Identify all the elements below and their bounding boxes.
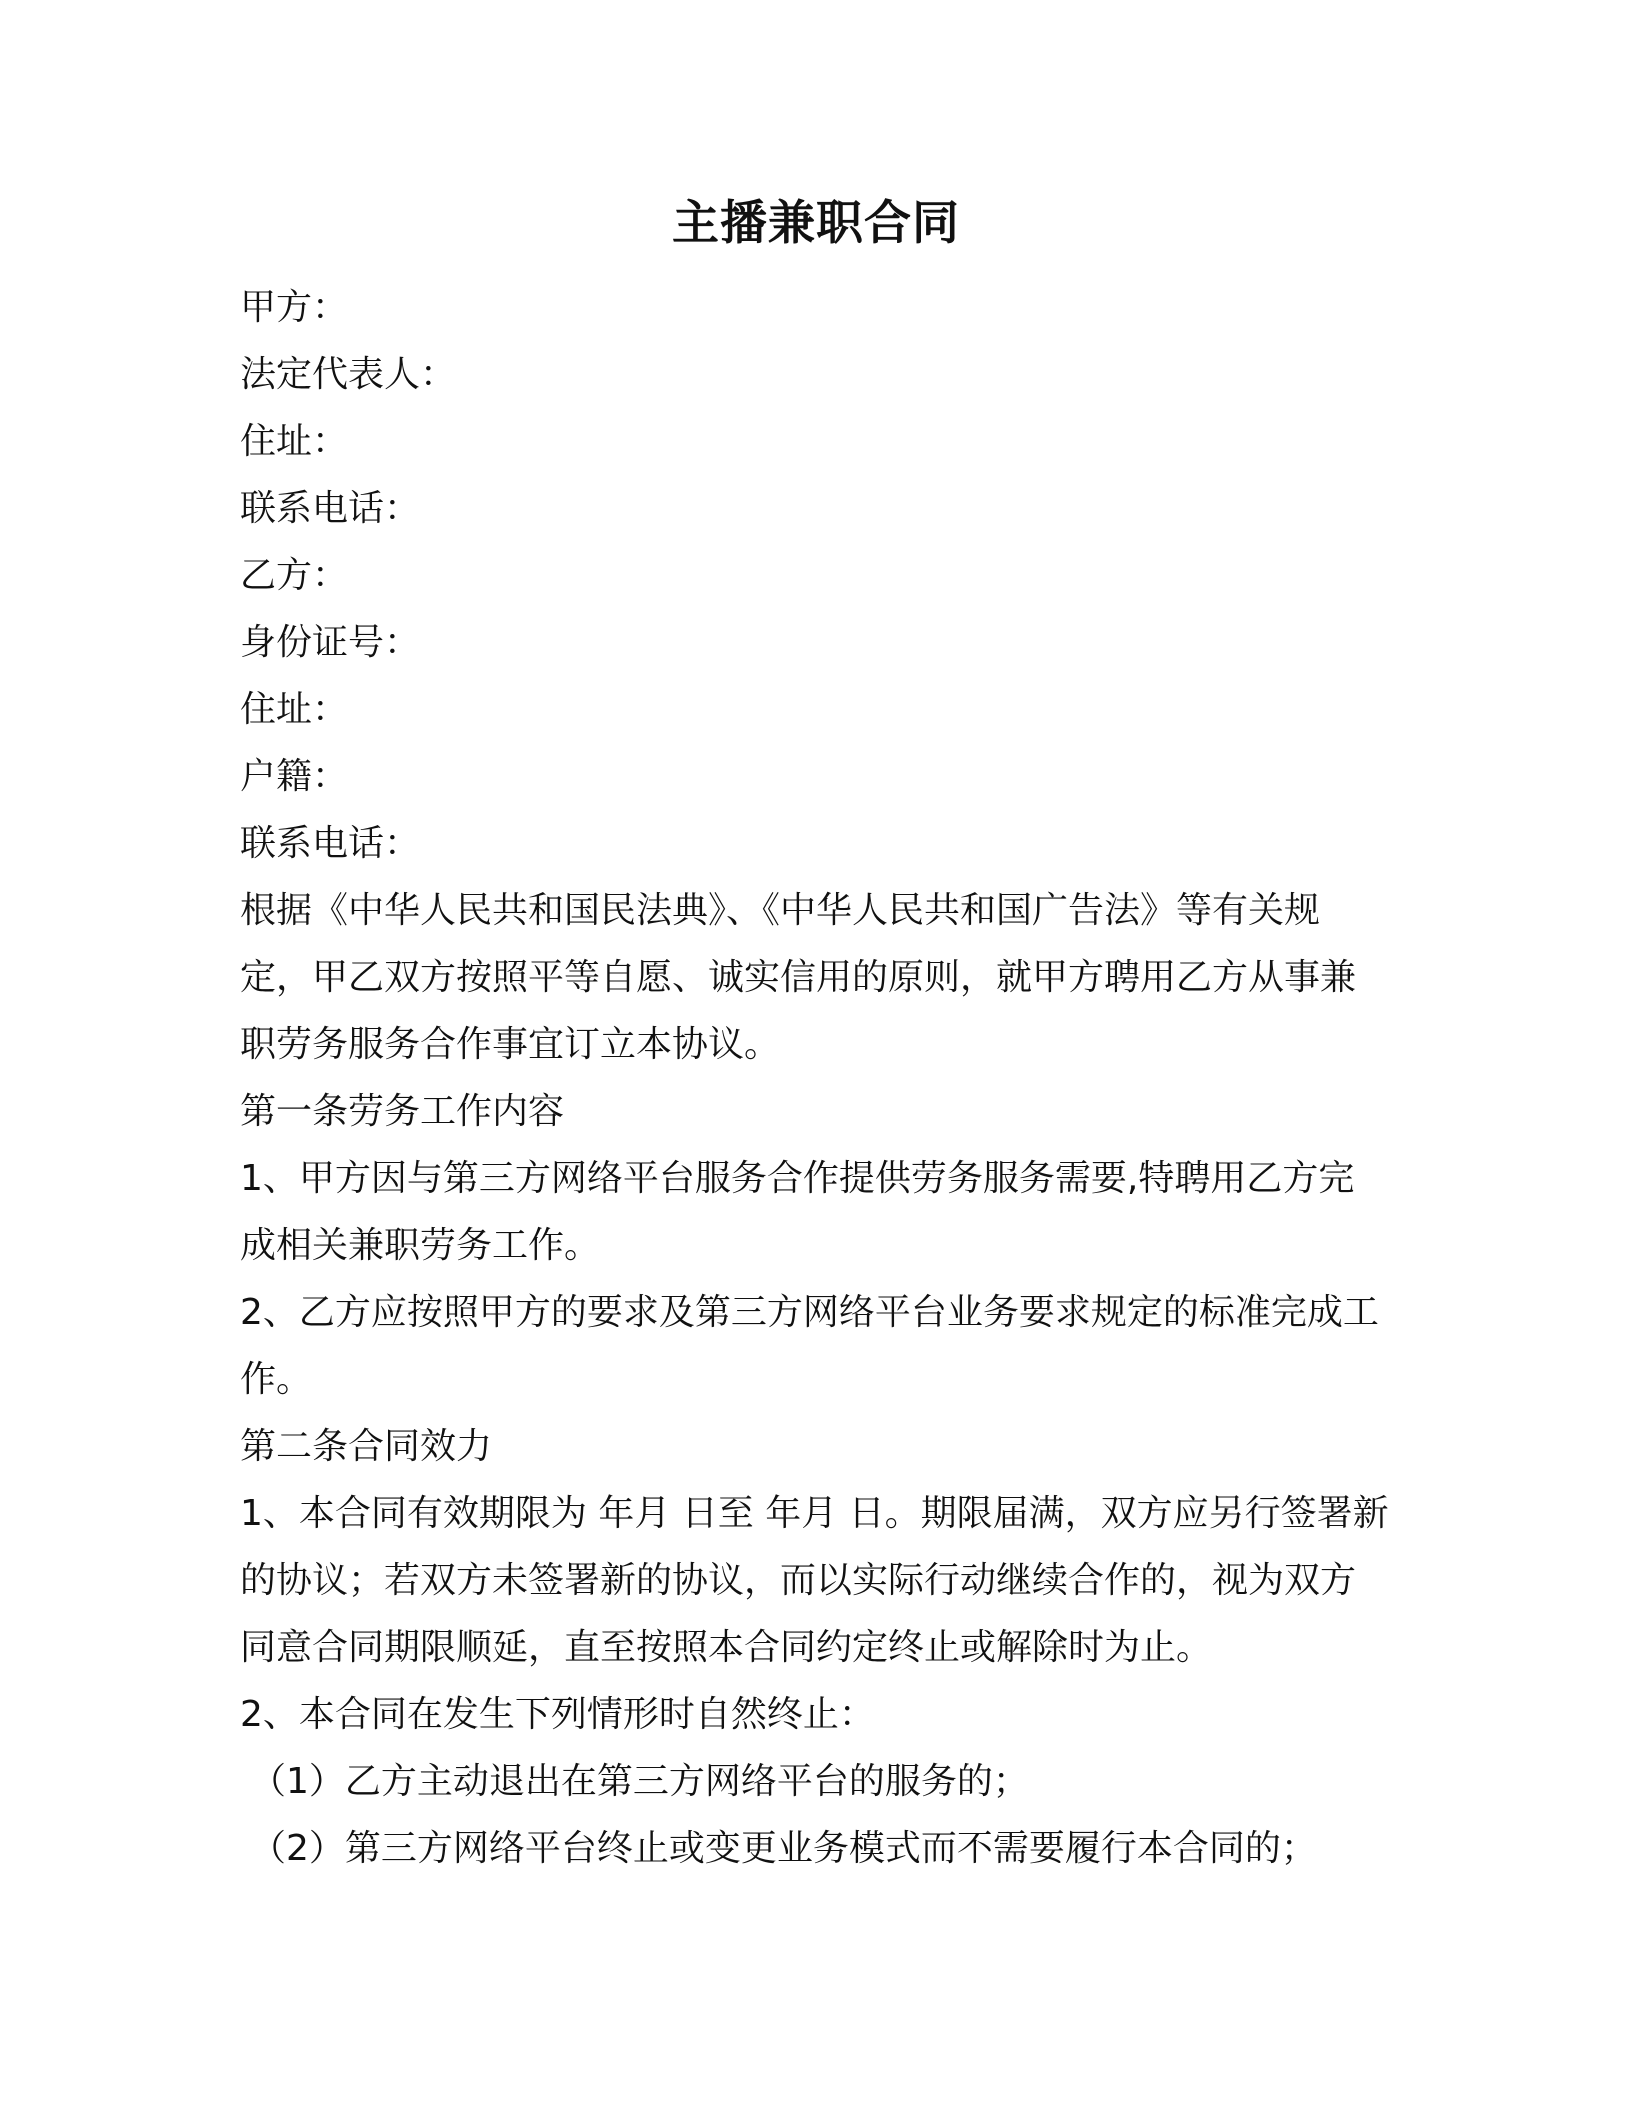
household-label: 户籍： xyxy=(240,756,349,797)
article2-sub1: （1）乙方主动退出在第三方网络平台的服务的； xyxy=(250,1761,1029,1802)
contract-title: 主播兼职合同 xyxy=(672,196,960,251)
contract-body xyxy=(240,274,1390,1882)
id-number-label: 身份证号： xyxy=(240,622,421,663)
article1-item2: 2、乙方应按照甲方的要求及第三方网络平台业务要求规定的标准完成工作。 xyxy=(240,1292,1379,1400)
preamble-paragraph: 根据《中华人民共和国民法典》、《中华人民共和国广告法》等有关规定，甲乙双方按照平等自愿、诚实信用的原则，就甲方聘用乙方从事兼职劳务服务合作事宜订立本协议。 xyxy=(240,890,1357,1065)
article1-item1: 1、甲方因与第三方网络平台服务合作提供劳务服务需要,特聘用乙方完成相关兼职劳务工作。 xyxy=(240,1158,1355,1266)
article2-heading: 第二条合同效力 xyxy=(240,1426,493,1467)
article1-heading: 第一条劳务工作内容 xyxy=(240,1091,565,1132)
article2-item1: 1、本合同有效期限为 年月 日至 年月 日。期限届满，双方应另行签署新的协议；若双方未签署新的协议，而以实际行动继续合作的，视为双方同意合同期限顺延，直至按照本合同约定终止或解除时为止。 xyxy=(240,1493,1389,1668)
party-a-label: 甲方： xyxy=(240,287,349,328)
legal-rep-label: 法定代表人： xyxy=(240,354,457,395)
party-b-phone-label: 联系电话： xyxy=(240,823,421,864)
party-b-address-label: 住址： xyxy=(240,689,349,730)
party-b-label: 乙方： xyxy=(240,555,349,596)
article2-item2: 2、本合同在发生下列情形时自然终止： xyxy=(240,1694,875,1735)
party-a-phone-label: 联系电话： xyxy=(240,488,421,529)
article2-sub2: （2）第三方网络平台终止或变更业务模式而不需要履行本合同的； xyxy=(250,1828,1317,1869)
party-a-address-label: 住址： xyxy=(240,421,349,462)
